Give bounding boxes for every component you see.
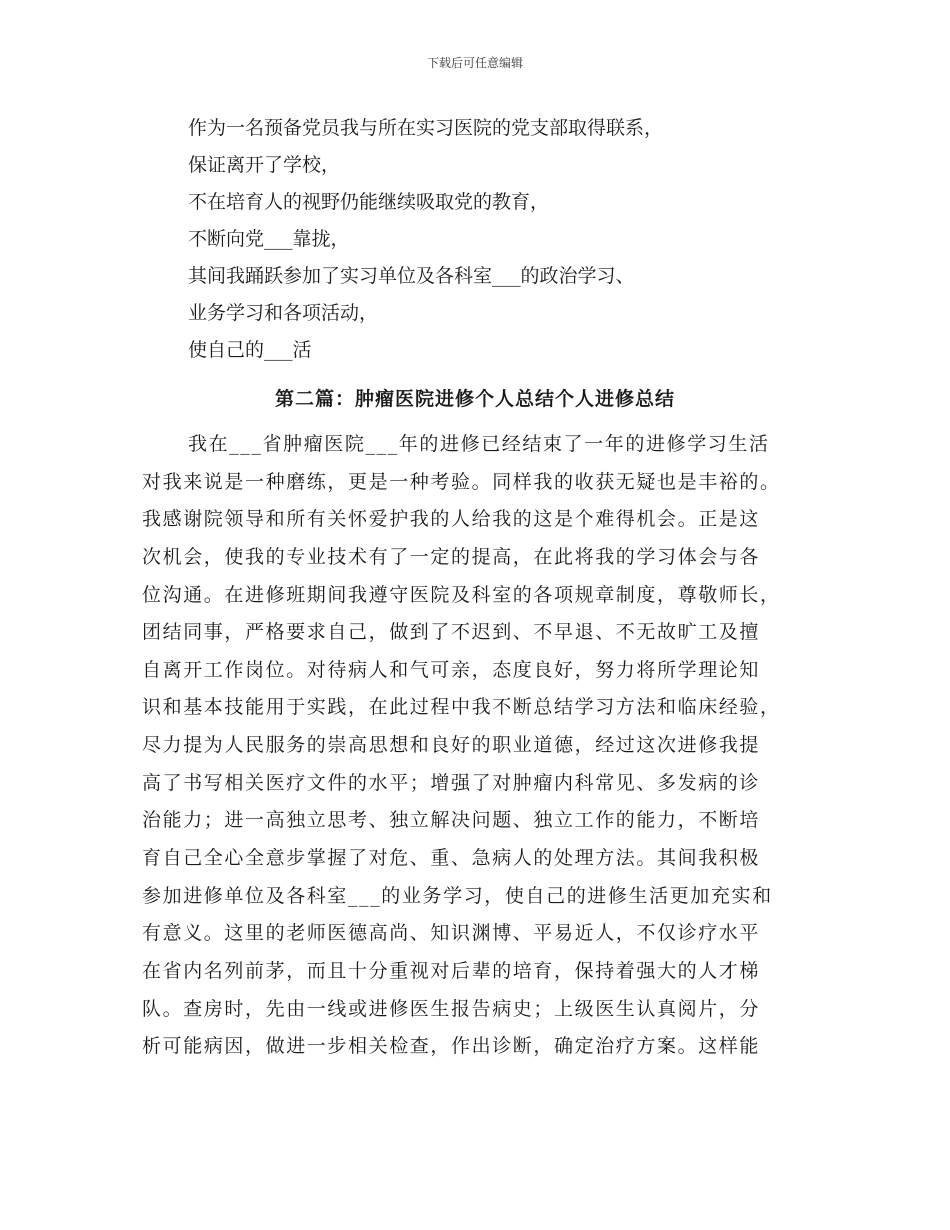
- paragraph-line: 队。查房时，先由一线或进修医生报告病史；上级医生认真阅片，分: [142, 997, 761, 1020]
- paragraph-line: 尽力提为人民服务的崇高思想和良好的职业道德，经过这次进修我提: [142, 734, 761, 757]
- paragraph-line: 我在___省肿瘤医院___年的进修已经结束了一年的进修学习生活: [188, 433, 770, 455]
- section-title: 第二篇：肿瘤医院进修个人总结个人进修总结: [274, 388, 675, 410]
- intro-lines: [188, 113, 663, 372]
- paragraph-line: 我感谢院领导和所有关怀爱护我的人给我的这是个难得机会。正是这: [142, 508, 761, 531]
- paragraph-line: 育自己全心全意步掌握了对危、重、急病人的处理方法。其间我积极: [142, 847, 761, 870]
- paragraph-line: 自离开工作岗位。对待病人和气可亲，态度良好，努力将所学理论知: [142, 658, 761, 681]
- paragraph-line: 高了书写相关医疗文件的水平；增强了对肿瘤内科常见、多发病的诊: [142, 771, 761, 794]
- intro-line: 不在培育人的视野仍能继续吸取党的教育，: [188, 191, 550, 213]
- paragraph-line: 析可能病因，做进一步相关检查，作出诊断，确定治疗方案。这样能: [142, 1035, 761, 1058]
- section-paragraph: [142, 429, 822, 1069]
- paragraph-line: 在省内名列前茅，而且十分重视对后辈的培育，保持着强大的人才梯: [142, 959, 761, 982]
- paragraph-line: 次机会，使我的专业技术有了一定的提高，在此将我的学习体会与各: [142, 545, 761, 568]
- paragraph-line: 团结同事，严格要求自己，做到了不迟到、不早退、不无故旷工及擅: [142, 621, 761, 644]
- intro-line: 业务学习和各项活动，: [188, 302, 379, 324]
- intro-line: 保证离开了学校，: [188, 154, 341, 176]
- paragraph-line: 参加进修单位及各科室___的业务学习，使自己的进修生活更加充实和: [142, 884, 773, 907]
- page-header: 下载后可任意编辑: [426, 56, 523, 70]
- paragraph-line: 对我来说是一种磨练，更是一种考验。同样我的收获无疑也是丰裕的。: [142, 470, 781, 493]
- paragraph-line: 识和基本技能用于实践，在此过程中我不断总结学习方法和临床经验，: [142, 696, 781, 719]
- intro-line: 其间我踊跃参加了实习单位及各科室___的政治学习、: [188, 265, 635, 287]
- intro-line: 使自己的___活: [188, 339, 312, 361]
- intro-line: 作为一名预备党员我与所在实习医院的党支部取得联系，: [188, 117, 664, 139]
- paragraph-line: 位沟通。在进修班期间我遵守医院及科室的各项规章制度，尊敬师长，: [142, 583, 781, 606]
- paragraph-line: 治能力；进一高独立思考、独立解决问题、独立工作的能力，不断培: [142, 809, 761, 832]
- intro-line: 不断向党___靠拢，: [188, 228, 350, 250]
- paragraph-line: 有意义。这里的老师医德高尚、知识渊博、平易近人，不仅诊疗水平: [142, 922, 761, 945]
